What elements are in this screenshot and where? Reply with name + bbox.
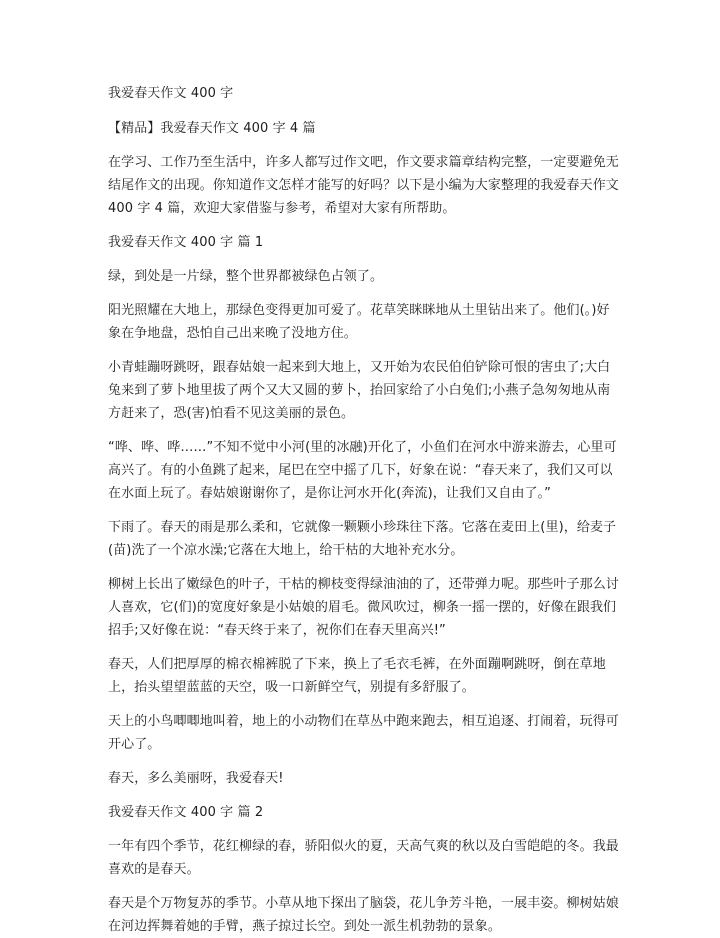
essay1-heading: 我爱春天作文 400 字 篇 1 — [108, 235, 264, 250]
essay1-paragraph: 柳树上长出了嫩绿色的叶子，干枯的柳枝变得绿油油的了，还带弹力呢。那些叶子那么讨人喜欢，它(们)的宽度好象是小姑娘的眉毛。微风吹过，柳条一摇一摆的，好像在跟我们招手;又好像在说：“春天终于来了，祝你们在春天里高兴!” — [108, 577, 619, 638]
essay1-paragraph: 天上的小鸟唧唧地叫着，地上的小动物们在草丛中跑来跑去，相互追逐、打闹着，玩得可开心了。 — [108, 714, 619, 752]
essay2-paragraph: 一年有四个季节，花红柳绿的春，骄阳似火的夏，天高气爽的秋以及白雪皑皑的冬。我最喜欢的是春天。 — [108, 839, 619, 877]
document-subtitle: 【精品】我爱春天作文 400 字 4 篇 — [108, 121, 316, 136]
essay1-paragraph: “哗、哗、哗……”不知不觉中小河(里的冰融)开化了，小鱼们在河水中游来游去，心里可高兴了。有的小鱼跳了起来，尾巴在空中摇了几下，好象在说：“春天来了，我们又可以在水面上玩了。春姑娘谢谢你了，是你让河水开化(奔流)，让我们又自由了。” — [108, 440, 617, 501]
essay1-paragraph: 春天，人们把厚厚的棉衣棉裤脱了下来，换上了毛衣毛裤，在外面蹦啊跳呀，倒在草地上，抬头望望蓝蓝的天空，吸一口新鲜空气，别提有多舒服了。 — [108, 657, 606, 695]
essay2-heading: 我爱春天作文 400 字 篇 2 — [108, 805, 264, 820]
essay1-paragraph: 小青蛙蹦呀跳呀，跟春姑娘一起来到大地上，又开始为农民伯伯铲除可恨的害虫了;大白兔来到了萝卜地里拔了两个又大又圆的萝卜，抬回家给了小白兔们;小燕子急匆匆地从南方赶来了，恐(害)怕看不见这美丽的景色。 — [108, 360, 611, 421]
essay1-paragraph: 春天，多么美丽呀，我爱春天! — [108, 771, 284, 786]
essay1-paragraph: 绿，到处是一片绿，整个世界都被绿色占领了。 — [108, 269, 384, 284]
essay1-paragraph: 阳光照耀在大地上，那绿色变得更加可爱了。花草笑眯眯地从土里钻出来了。他们(。)好象在争地盘，恐怕自己出来晚了没地方住。 — [108, 303, 610, 341]
document-title: 我爱春天作文 400 字 — [108, 86, 234, 101]
essay2-paragraph: 春天是个万物复苏的季节。小草从地下探出了脑袋，花儿争芳斗艳，一展丰姿。柳树姑娘在河边挥舞着她的手臂，燕子掠过长空。到处一派生机勃勃的景象。 — [108, 896, 619, 934]
intro-paragraph: 在学习、工作乃至生活中，许多人都写过作文吧，作文要求篇章结构完整，一定要避免无结尾作文的出现。你知道作文怎样才能写的好吗？以下是小编为大家整理的我爱春天作文 400 字 4 篇，欢迎大家借鉴与参考，希望对大家有所帮助。 — [108, 155, 619, 216]
essay1-paragraph: 下雨了。春天的雨是那么柔和，它就像一颗颗小珍珠往下落。它落在麦田上(里)，给麦子(苗)洗了一个凉水澡;它落在大地上，给干枯的大地补充水分。 — [108, 520, 617, 558]
